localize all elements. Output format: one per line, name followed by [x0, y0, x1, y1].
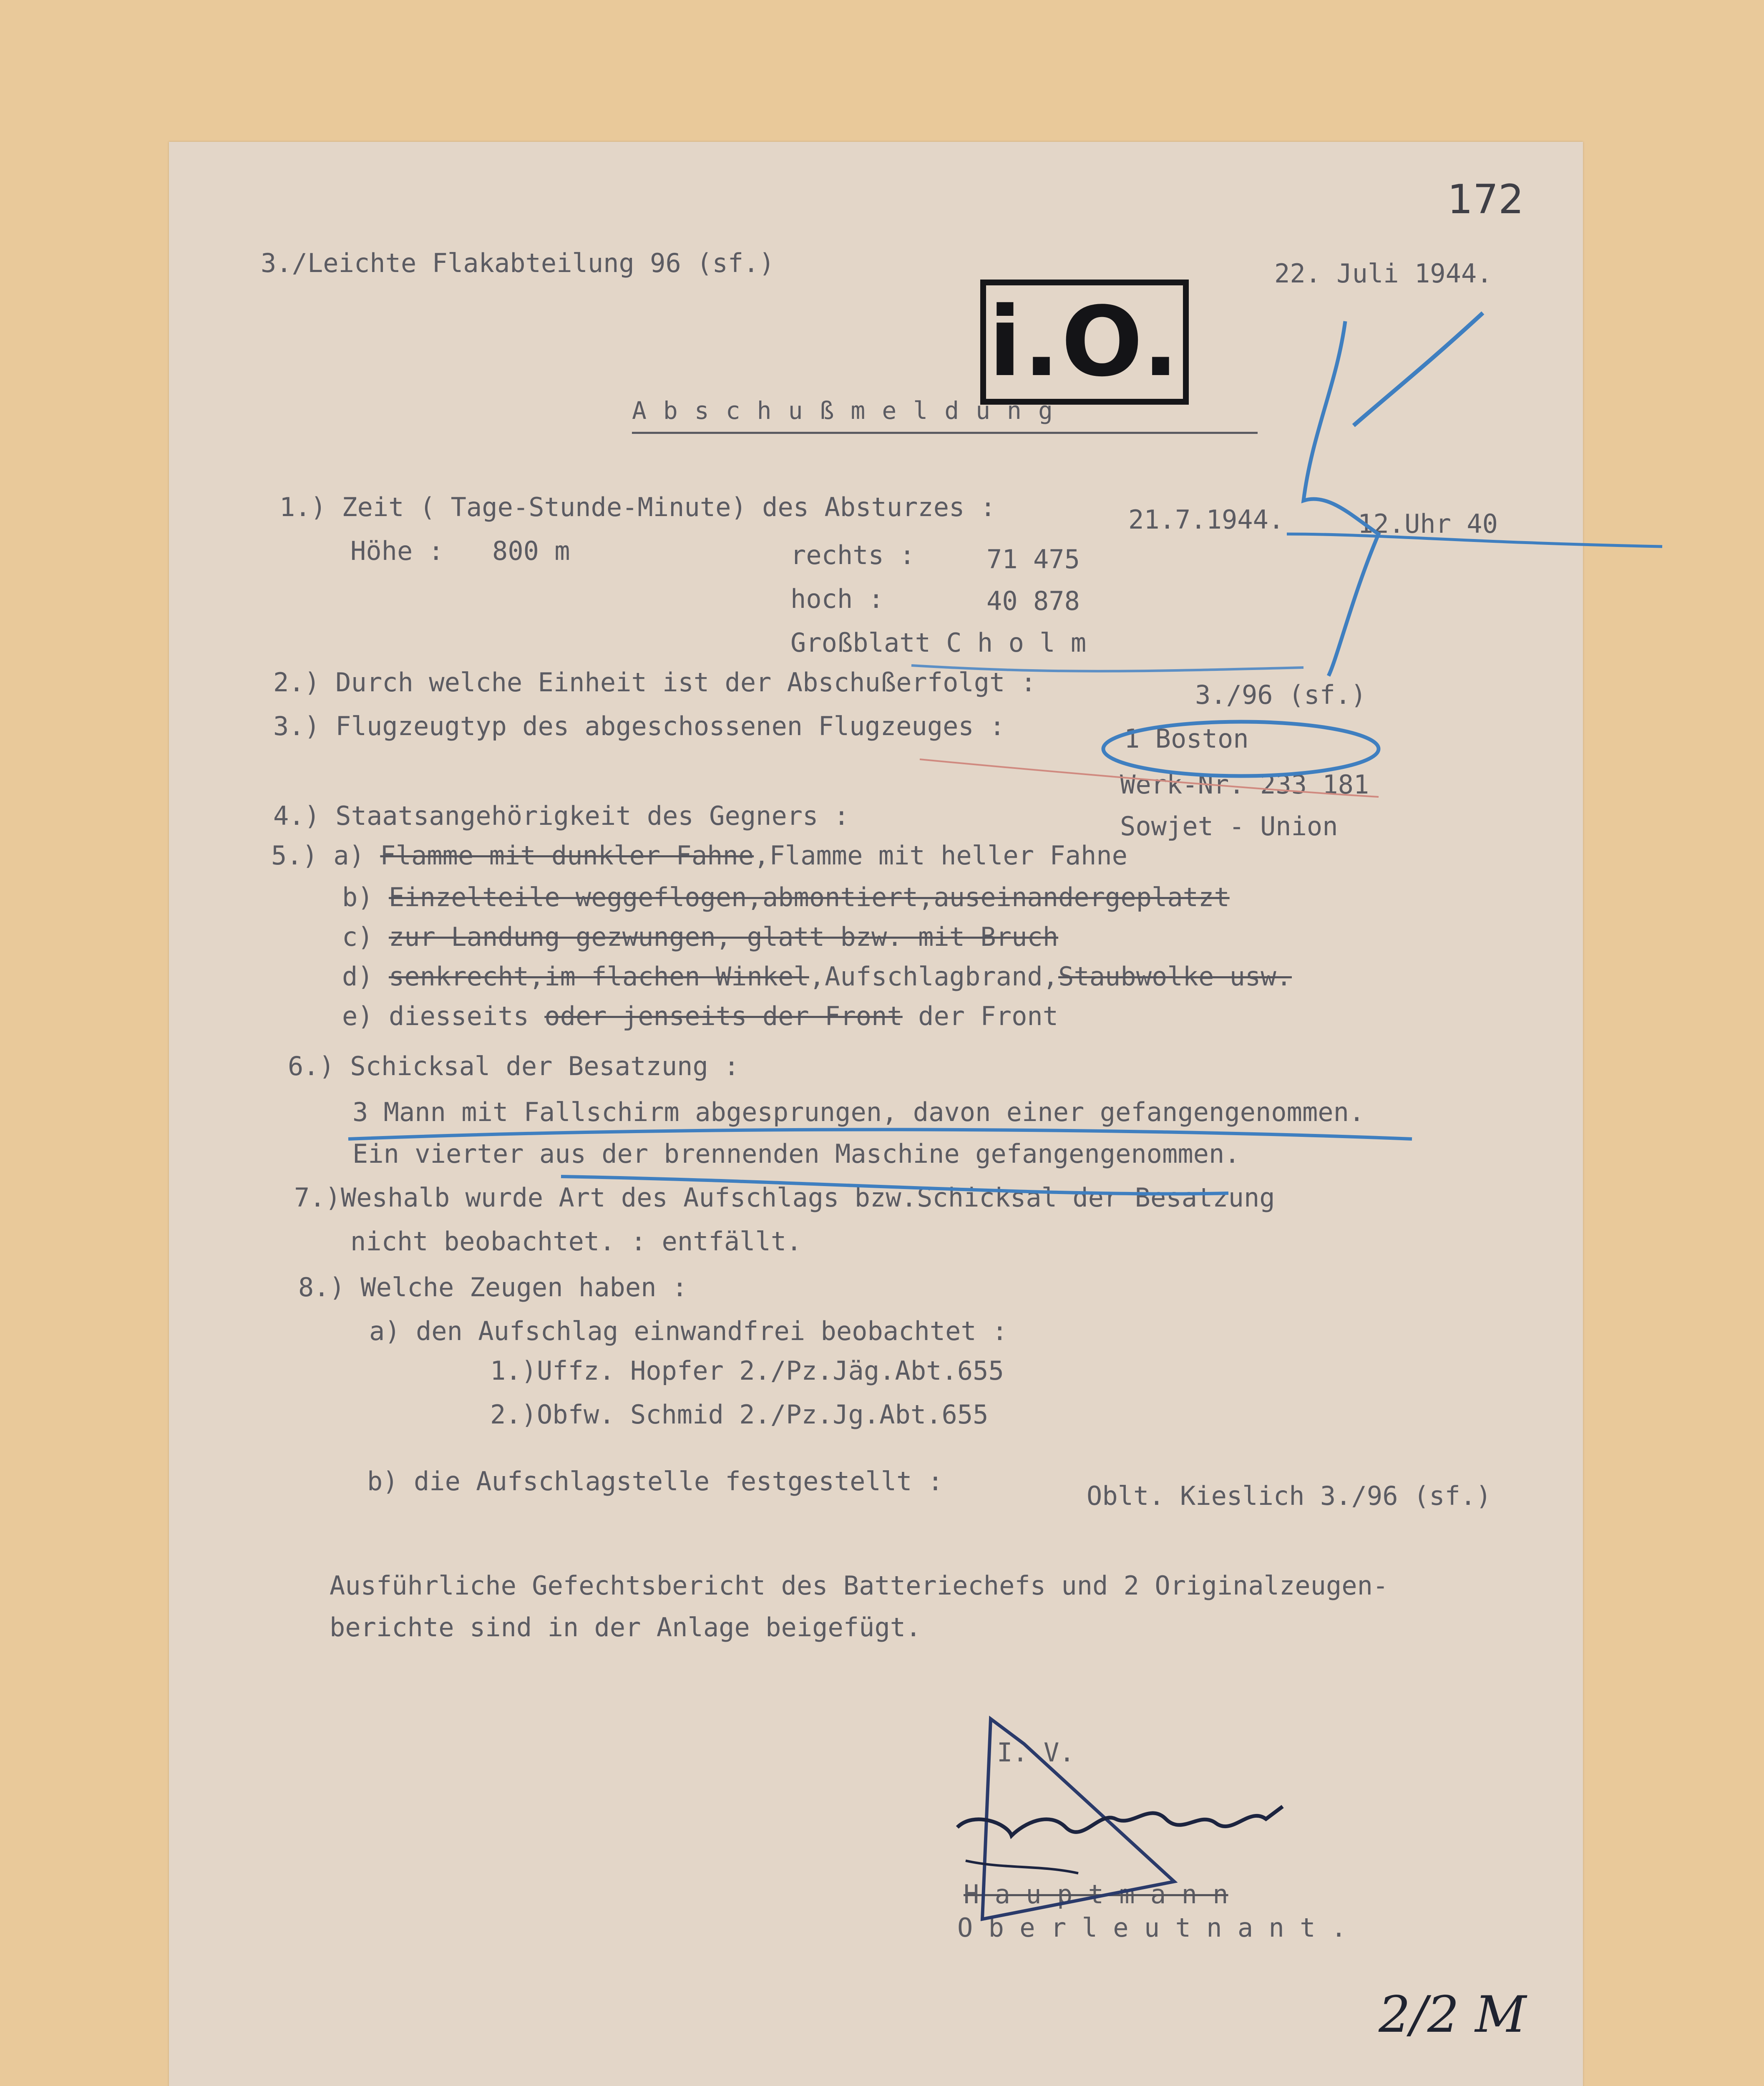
document-title: Abschußmeldung [632, 396, 1069, 425]
item5a-struck: Flamme mit dunkler Fahne [380, 840, 754, 871]
item2-value: 3./96 (sf.) [1195, 680, 1366, 710]
item5b-line [342, 884, 1230, 910]
item6-line1: 3 Mann mit Fallschirm abgesprungen, davon einer gefangengenommen. [352, 1097, 1365, 1127]
hoehe-label: Höhe : [350, 536, 444, 566]
item5a-prefix: 5.) a) [271, 840, 365, 871]
closing-line2: berichte sind in der Anlage beigefügt. [330, 1612, 921, 1643]
item6-label: 6.) Schicksal der Besatzung : [288, 1051, 740, 1081]
document-page [169, 142, 1583, 2086]
io-stamp: i.O. [980, 280, 1189, 405]
rank: O b e r l e u t n a n t . [957, 1912, 1347, 1943]
rank-struck: H a u p t m a n n [964, 1879, 1228, 1910]
witness-2: 2.)Obfw. Schmid 2./Pz.Jg.Abt.655 [490, 1399, 989, 1430]
annotation-note: 2/2 M [1379, 1986, 1527, 2044]
item5e-rest: der Front [918, 1001, 1059, 1031]
item5b-prefix: b) [342, 882, 373, 912]
blue-line-besatzung [344, 1097, 1429, 1268]
item5c-line [342, 924, 1058, 950]
item5c-struck: zur Landung gezwungen, glatt bzw. mit Bruch [388, 922, 1059, 952]
signature-scribble [941, 1685, 1358, 1978]
hoch-label: hoch : [790, 584, 884, 614]
item8b-label: b) die Aufschlagstelle festgestellt : [367, 1466, 944, 1496]
blue-underlines [344, 642, 1429, 809]
grossblatt: Großblatt C h o l m [790, 627, 1087, 658]
item1-label: 1.) Zeit ( Tage-Stunde-Minute) des Absturzes : [279, 492, 996, 522]
item4-label: 4.) Staatsangehörigkeit des Gegners : [273, 801, 850, 831]
item5e-struck: oder jenseits der Front [544, 1001, 903, 1031]
item5e-prefix: e) [342, 1001, 373, 1031]
rechts-value: 71 475 [986, 544, 1080, 574]
item5a-rest: ,Flamme mit heller Fahne [754, 840, 1128, 871]
werk-number: Werk-Nr. 233 181 [1120, 769, 1369, 800]
item5e-line [342, 1003, 1058, 1029]
item5d-struck2: Staubwolke usw. [1058, 961, 1292, 992]
rechts-label: rechts : [790, 540, 915, 570]
item7-label: 7.)Weshalb wurde Art des Aufschlags bzw.Schicksal der Besatzung [294, 1182, 1275, 1213]
iv-label: I. V. [997, 1737, 1075, 1768]
item5d-mid: ,Aufschlagbrand, [809, 961, 1059, 992]
blue-pencil-marks [1087, 300, 1671, 676]
item1-date: 21.7.1944. [1128, 504, 1284, 535]
item2-label: 2.) Durch welche Einheit ist der Abschußerfolgt : [273, 667, 1037, 698]
item1-time: 12.Uhr 40 [1358, 509, 1498, 539]
closing-line1: Ausführliche Gefechtsbericht des Batteriechefs und 2 Originalzeugen- [330, 1570, 1389, 1601]
item3-label: 3.) Flugzeugtyp des abgeschossenen Flugzeuges : [273, 711, 1005, 741]
item5e-text: diesseits [388, 1001, 529, 1031]
item8-label: 8.) Welche Zeugen haben : [298, 1272, 688, 1302]
item6-line2: Ein vierter aus der brennenden Maschine gefangengenommen. [352, 1139, 1240, 1169]
item8b-value: Oblt. Kieslich 3./96 (sf.) [1087, 1481, 1492, 1511]
item5c-prefix: c) [342, 922, 373, 952]
item5a-line [271, 840, 1128, 871]
item8a-label: a) den Aufschlag einwandfrei beobachtet : [369, 1316, 1008, 1346]
witness-1: 1.)Uffz. Hopfer 2./Pz.Jäg.Abt.655 [490, 1355, 1004, 1386]
hoehe-value: 800 m [492, 536, 570, 566]
item7-line2: nicht beobachtet. : entfällt. [350, 1226, 802, 1257]
item3-value: 1 Boston [1124, 723, 1249, 754]
document-date: 22. Juli 1944. [1274, 258, 1492, 289]
item4-value: Sowjet - Union [1120, 811, 1338, 841]
hoch-value: 40 878 [986, 586, 1080, 616]
item5b-struck: Einzelteile weggeflogen,abmontiert,auseinandergeplatzt [388, 882, 1230, 912]
item5d-prefix: d) [342, 961, 373, 992]
item5d-struck1: senkrecht,im flachen Winkel [388, 961, 809, 992]
page-number: 172 [1447, 176, 1524, 223]
unit-header: 3./Leichte Flakabteilung 96 (sf.) [261, 248, 775, 278]
item5d-line [342, 961, 1292, 992]
